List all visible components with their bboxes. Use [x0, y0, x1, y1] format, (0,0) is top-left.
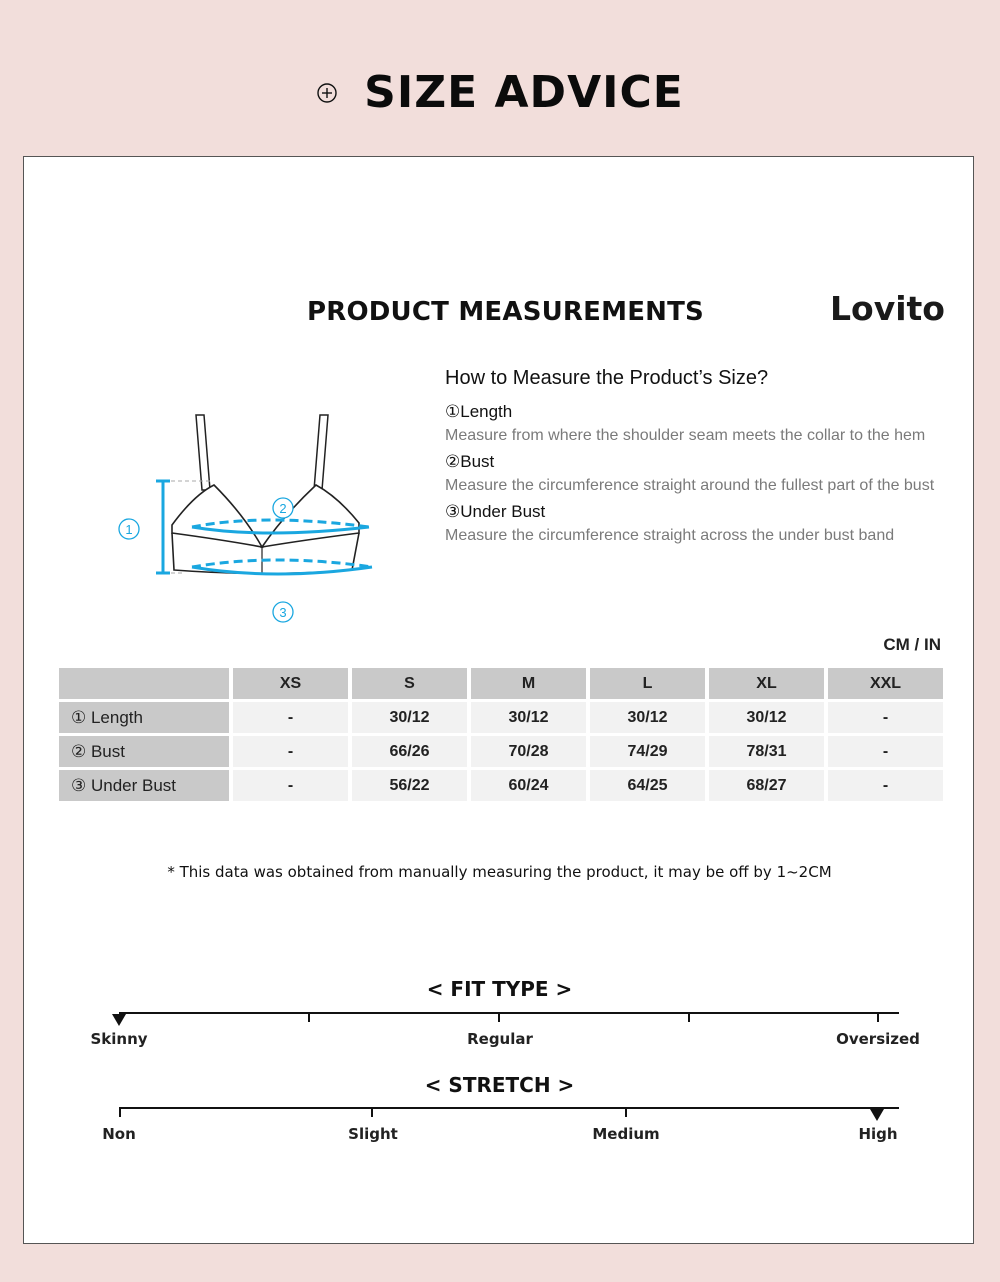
- table-cell: -: [828, 770, 943, 801]
- table-cell: 64/25: [590, 770, 705, 801]
- under-bust-title: ③Under Bust: [445, 502, 546, 521]
- row-label: ② Bust: [59, 736, 229, 767]
- table-header-row: [59, 668, 943, 699]
- table-row: [59, 736, 943, 767]
- fit-type-title: < FIT TYPE >: [426, 977, 573, 1001]
- length-desc: Measure from where the shoulder seam meets the collar to the hem: [445, 427, 926, 444]
- instructions-heading: How to Measure the Product’s Size?: [445, 367, 769, 389]
- table-cell: -: [233, 702, 348, 733]
- table-cell: 30/12: [709, 702, 824, 733]
- bust-desc: Measure the circumference straight around the fullest part of the bust: [445, 477, 935, 494]
- row-label: ③ Under Bust: [59, 770, 229, 801]
- units-label: CM / IN: [883, 635, 941, 654]
- scale-tick: [371, 1107, 373, 1117]
- table-cell: 56/22: [352, 770, 467, 801]
- svg-text:3: 3: [279, 605, 287, 620]
- plus-circle-icon: [316, 82, 338, 104]
- stretch-label-medium: Medium: [592, 1125, 660, 1143]
- stretch-title: < STRETCH >: [424, 1073, 575, 1097]
- table-cell: 78/31: [709, 736, 824, 767]
- fit-type-scale: [90, 1012, 920, 1072]
- scale-tick: [877, 1012, 879, 1022]
- table-cell: -: [233, 736, 348, 767]
- selected-marker-icon: [112, 1014, 126, 1026]
- row-label: ① Length: [59, 702, 229, 733]
- table-cell: 74/29: [590, 736, 705, 767]
- size-header: L: [590, 668, 705, 699]
- stretch-label-non: Non: [102, 1125, 136, 1143]
- fit-label-oversized: Oversized: [836, 1030, 920, 1048]
- table-row: [59, 770, 943, 801]
- length-title: ①Length: [445, 402, 513, 421]
- bra-diagram: [84, 405, 414, 645]
- table-cell: 30/12: [471, 702, 586, 733]
- measurement-note: * This data was obtained from manually measuring the product, it may be off by 1~2CM: [167, 863, 832, 881]
- svg-text:2: 2: [279, 501, 287, 516]
- scale-tick: [308, 1012, 310, 1022]
- scale-tick: [688, 1012, 690, 1022]
- section-title: PRODUCT MEASUREMENTS: [307, 297, 704, 327]
- under-bust-desc: Measure the circumference straight across the under bust band: [445, 527, 895, 544]
- size-advice-header: [0, 60, 1000, 124]
- table-cell: 30/12: [352, 702, 467, 733]
- stretch-label-high: High: [858, 1125, 898, 1143]
- stretch-label-slight: Slight: [348, 1125, 398, 1143]
- scale-line: [119, 1012, 899, 1014]
- fit-label-regular: Regular: [467, 1030, 533, 1048]
- size-header: XXL: [828, 668, 943, 699]
- stretch-scale: [94, 1107, 914, 1167]
- fit-label-skinny: Skinny: [90, 1030, 148, 1048]
- table-cell: 66/26: [352, 736, 467, 767]
- size-table: [55, 665, 947, 804]
- scale-line: [119, 1107, 899, 1109]
- scale-tick: [498, 1012, 500, 1022]
- size-header: S: [352, 668, 467, 699]
- svg-text:1: 1: [125, 522, 133, 537]
- scale-tick: [119, 1107, 121, 1117]
- table-cell: 70/28: [471, 736, 586, 767]
- measure-instructions: [445, 367, 945, 548]
- bust-title: ②Bust: [445, 452, 495, 471]
- selected-marker-icon: [870, 1109, 884, 1121]
- size-header: XL: [709, 668, 824, 699]
- table-cell: -: [828, 736, 943, 767]
- measurement-card: [23, 156, 974, 1244]
- size-header: M: [471, 668, 586, 699]
- table-cell: -: [828, 702, 943, 733]
- scale-tick: [625, 1107, 627, 1117]
- table-cell: 30/12: [590, 702, 705, 733]
- size-header: XS: [233, 668, 348, 699]
- table-cell: 68/27: [709, 770, 824, 801]
- page-title: SIZE ADVICE: [364, 66, 684, 118]
- table-cell: 60/24: [471, 770, 586, 801]
- table-corner: [59, 668, 229, 699]
- brand-logo: Lovito: [830, 289, 945, 328]
- table-row: [59, 702, 943, 733]
- table-cell: -: [233, 770, 348, 801]
